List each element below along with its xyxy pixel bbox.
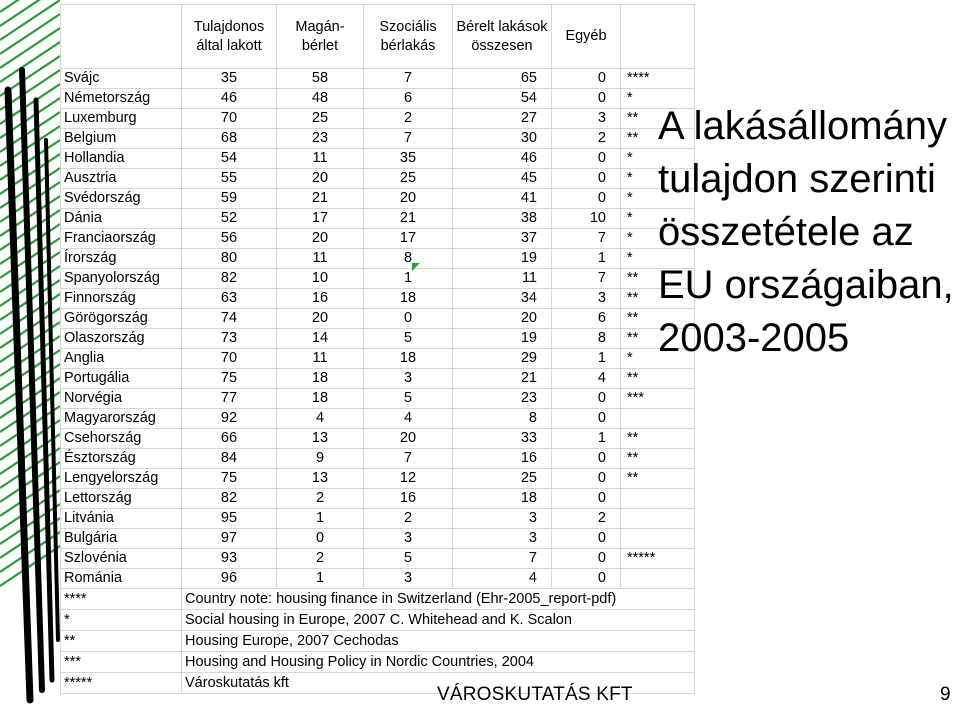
- country-cell: Norvégia: [61, 389, 182, 409]
- table-row: [61, 549, 695, 569]
- table-row: [61, 129, 695, 149]
- value-cell: 2: [277, 549, 364, 569]
- value-cell: 14: [277, 329, 364, 349]
- country-cell: Finnország: [61, 289, 182, 309]
- source-note-text: Housing Europe, 2007 Cechodas: [182, 631, 695, 652]
- value-cell: 25: [453, 469, 552, 489]
- source-mark: ****: [61, 589, 182, 610]
- column-header: Bérelt lakások összesen: [453, 5, 552, 69]
- value-cell: 8: [453, 409, 552, 429]
- table-row: [61, 249, 695, 269]
- source-mark-cell: *: [621, 349, 695, 369]
- value-cell: 33: [453, 429, 552, 449]
- value-cell: 30: [453, 129, 552, 149]
- value-cell: 5: [364, 329, 453, 349]
- table-row: [61, 349, 695, 369]
- column-header: Szociális bérlakás: [364, 5, 453, 69]
- value-cell: 7: [364, 129, 453, 149]
- value-cell: 35: [182, 69, 277, 89]
- value-cell: 0: [552, 389, 621, 409]
- value-cell: 5: [364, 389, 453, 409]
- value-cell: 0: [552, 149, 621, 169]
- value-cell: 11: [277, 349, 364, 369]
- country-cell: Lengyelország: [61, 469, 182, 489]
- value-cell: 20: [453, 309, 552, 329]
- value-cell: 56: [182, 229, 277, 249]
- value-cell: 16: [277, 289, 364, 309]
- country-cell: Bulgária: [61, 529, 182, 549]
- value-cell: 25: [364, 169, 453, 189]
- source-mark-cell: **: [621, 309, 695, 329]
- value-cell: 96: [182, 569, 277, 589]
- value-cell: 34: [453, 289, 552, 309]
- value-cell: 55: [182, 169, 277, 189]
- value-cell: 93: [182, 549, 277, 569]
- value-cell: 2: [364, 109, 453, 129]
- source-mark-cell: ****: [621, 69, 695, 89]
- source-mark-cell: **: [621, 269, 695, 289]
- value-cell: 3: [453, 529, 552, 549]
- value-cell: 74: [182, 309, 277, 329]
- value-cell: 35: [364, 149, 453, 169]
- cell-comment-marker: [412, 263, 420, 271]
- value-cell: 2: [277, 489, 364, 509]
- footer-org-name: VÁROSKUTATÁS KFT: [437, 684, 633, 705]
- source-mark-cell: [621, 509, 695, 529]
- value-cell: 0: [552, 89, 621, 109]
- value-cell: 20: [364, 189, 453, 209]
- source-mark: *: [61, 610, 182, 631]
- value-cell: 0: [552, 529, 621, 549]
- value-cell: 0: [552, 409, 621, 429]
- source-mark-cell: *: [621, 209, 695, 229]
- country-cell: Görögország: [61, 309, 182, 329]
- value-cell: 68: [182, 129, 277, 149]
- source-mark: *****: [61, 673, 182, 694]
- value-cell: 59: [182, 189, 277, 209]
- value-cell: 27: [453, 109, 552, 129]
- value-cell: 0: [277, 529, 364, 549]
- source-mark-cell: [621, 489, 695, 509]
- value-cell: 3: [453, 509, 552, 529]
- source-mark-cell: *: [621, 229, 695, 249]
- source-mark-cell: **: [621, 129, 695, 149]
- value-cell: 45: [453, 169, 552, 189]
- table-row: [61, 69, 695, 89]
- source-mark-cell: *: [621, 189, 695, 209]
- value-cell: 7: [364, 449, 453, 469]
- value-cell: 11: [277, 149, 364, 169]
- value-cell: 46: [182, 89, 277, 109]
- country-cell: Spanyolország: [61, 269, 182, 289]
- value-cell: 20: [277, 229, 364, 249]
- table-row: [61, 229, 695, 249]
- value-cell: 10: [277, 269, 364, 289]
- value-cell: 66: [182, 429, 277, 449]
- value-cell: 65: [453, 69, 552, 89]
- table-row: [61, 189, 695, 209]
- value-cell: 25: [277, 109, 364, 129]
- source-mark-cell: **: [621, 469, 695, 489]
- table-row: [61, 489, 695, 509]
- source-note-row: [61, 589, 695, 610]
- value-cell: 10: [552, 209, 621, 229]
- value-cell: 18: [277, 389, 364, 409]
- table-row: [61, 369, 695, 389]
- value-cell: 8: [552, 329, 621, 349]
- value-cell: 1: [552, 429, 621, 449]
- value-cell: 46: [453, 149, 552, 169]
- value-cell: 21: [453, 369, 552, 389]
- column-header: [61, 5, 182, 69]
- value-cell: 82: [182, 269, 277, 289]
- value-cell: 0: [552, 189, 621, 209]
- country-cell: Anglia: [61, 349, 182, 369]
- value-cell: 18: [364, 349, 453, 369]
- value-cell: 19: [453, 329, 552, 349]
- value-cell: 23: [453, 389, 552, 409]
- value-cell: 73: [182, 329, 277, 349]
- source-mark-cell: [621, 529, 695, 549]
- source-mark: **: [61, 631, 182, 652]
- value-cell: 1: [277, 509, 364, 529]
- source-note-row: [61, 610, 695, 631]
- value-cell: 70: [182, 109, 277, 129]
- value-cell: 18: [364, 289, 453, 309]
- value-cell: 6: [364, 89, 453, 109]
- source-mark-cell: **: [621, 369, 695, 389]
- value-cell: 97: [182, 529, 277, 549]
- value-cell: 17: [364, 229, 453, 249]
- country-cell: Dánia: [61, 209, 182, 229]
- value-cell: 3: [364, 529, 453, 549]
- value-cell: 7: [552, 229, 621, 249]
- value-cell: 11: [277, 249, 364, 269]
- source-note-text: Városkutatás kft: [182, 673, 695, 694]
- source-mark-cell: **: [621, 109, 695, 129]
- value-cell: 77: [182, 389, 277, 409]
- value-cell: 1: [364, 269, 453, 289]
- value-cell: 2: [364, 509, 453, 529]
- source-note-text: Housing and Housing Policy in Nordic Countries, 2004: [182, 652, 695, 673]
- value-cell: 95: [182, 509, 277, 529]
- table-row: [61, 109, 695, 129]
- value-cell: 41: [453, 189, 552, 209]
- table-row: [61, 309, 695, 329]
- decorative-stripes: [0, 0, 60, 718]
- column-header: Magán-bérlet: [277, 5, 364, 69]
- table-row: [61, 289, 695, 309]
- value-cell: 54: [182, 149, 277, 169]
- value-cell: 0: [364, 309, 453, 329]
- source-mark-cell: [621, 569, 695, 589]
- source-mark-cell: *****: [621, 549, 695, 569]
- value-cell: 63: [182, 289, 277, 309]
- value-cell: 80: [182, 249, 277, 269]
- value-cell: 37: [453, 229, 552, 249]
- source-mark-cell: **: [621, 329, 695, 349]
- value-cell: 9: [277, 449, 364, 469]
- value-cell: 7: [552, 269, 621, 289]
- table-header-row: [61, 5, 695, 69]
- table-row: [61, 469, 695, 489]
- country-cell: Litvánia: [61, 509, 182, 529]
- source-mark-cell: *: [621, 149, 695, 169]
- source-note-text: Social housing in Europe, 2007 C. Whitehead and K. Scalon: [182, 610, 695, 631]
- value-cell: 4: [453, 569, 552, 589]
- value-cell: 5: [364, 549, 453, 569]
- country-cell: Svájc: [61, 69, 182, 89]
- value-cell: 75: [182, 469, 277, 489]
- value-cell: 75: [182, 369, 277, 389]
- source-mark-cell: ***: [621, 389, 695, 409]
- value-cell: 2: [552, 509, 621, 529]
- table-row: [61, 509, 695, 529]
- value-cell: 0: [552, 449, 621, 469]
- country-cell: Svédország: [61, 189, 182, 209]
- value-cell: 1: [552, 249, 621, 269]
- source-note-text: Country note: housing finance in Switzerland (Ehr-2005_report-pdf): [182, 589, 695, 610]
- country-cell: Észtország: [61, 449, 182, 469]
- value-cell: 3: [364, 569, 453, 589]
- table-row: [61, 389, 695, 409]
- source-mark: ***: [61, 652, 182, 673]
- source-note-row: [61, 652, 695, 673]
- source-mark-cell: **: [621, 429, 695, 449]
- value-cell: 7: [364, 69, 453, 89]
- column-header: Tulajdonos által lakott: [182, 5, 277, 69]
- source-note-row: [61, 631, 695, 652]
- value-cell: 84: [182, 449, 277, 469]
- value-cell: 21: [364, 209, 453, 229]
- value-cell: 4: [277, 409, 364, 429]
- green-stripe: [0, 0, 60, 26]
- country-cell: Belgium: [61, 129, 182, 149]
- table-row: [61, 149, 695, 169]
- value-cell: 8: [364, 249, 453, 269]
- housing-stock-table: [60, 4, 695, 694]
- source-mark-cell: *: [621, 249, 695, 269]
- table-row: [61, 169, 695, 189]
- slide-title: A lakásállomány tulajdon szerinti összetétele az EU országaiban, 2003-2005: [658, 104, 954, 360]
- value-cell: 92: [182, 409, 277, 429]
- value-cell: 17: [277, 209, 364, 229]
- country-cell: Románia: [61, 569, 182, 589]
- value-cell: 29: [453, 349, 552, 369]
- value-cell: 11: [453, 269, 552, 289]
- value-cell: 82: [182, 489, 277, 509]
- value-cell: 16: [453, 449, 552, 469]
- value-cell: 21: [277, 189, 364, 209]
- value-cell: 19: [453, 249, 552, 269]
- source-mark-cell: *: [621, 89, 695, 109]
- value-cell: 6: [552, 309, 621, 329]
- value-cell: 0: [552, 469, 621, 489]
- source-mark-cell: **: [621, 289, 695, 309]
- value-cell: 0: [552, 69, 621, 89]
- table-row: [61, 269, 695, 289]
- source-mark-cell: *: [621, 169, 695, 189]
- value-cell: 16: [364, 489, 453, 509]
- country-cell: Szlovénia: [61, 549, 182, 569]
- country-cell: Csehország: [61, 429, 182, 449]
- table-row: [61, 209, 695, 229]
- column-header: Egyéb: [552, 5, 621, 69]
- value-cell: 4: [552, 369, 621, 389]
- value-cell: 2: [552, 129, 621, 149]
- table-row: [61, 409, 695, 429]
- value-cell: 20: [364, 429, 453, 449]
- value-cell: 13: [277, 429, 364, 449]
- value-cell: 0: [552, 489, 621, 509]
- value-cell: 12: [364, 469, 453, 489]
- table-row: [61, 569, 695, 589]
- value-cell: 52: [182, 209, 277, 229]
- value-cell: 3: [364, 369, 453, 389]
- value-cell: 0: [552, 569, 621, 589]
- value-cell: 20: [277, 309, 364, 329]
- country-cell: Luxemburg: [61, 109, 182, 129]
- country-cell: Németország: [61, 89, 182, 109]
- value-cell: 4: [364, 409, 453, 429]
- source-mark-cell: [621, 409, 695, 429]
- country-cell: Olaszország: [61, 329, 182, 349]
- country-cell: Franciaország: [61, 229, 182, 249]
- country-cell: Ausztria: [61, 169, 182, 189]
- country-cell: Portugália: [61, 369, 182, 389]
- value-cell: 3: [552, 289, 621, 309]
- value-cell: 18: [453, 489, 552, 509]
- value-cell: 18: [277, 369, 364, 389]
- country-cell: Magyarország: [61, 409, 182, 429]
- value-cell: 38: [453, 209, 552, 229]
- table-row: [61, 429, 695, 449]
- value-cell: 70: [182, 349, 277, 369]
- value-cell: 1: [277, 569, 364, 589]
- value-cell: 7: [453, 549, 552, 569]
- value-cell: 23: [277, 129, 364, 149]
- value-cell: 1: [552, 349, 621, 369]
- country-cell: Hollandia: [61, 149, 182, 169]
- column-header: [621, 5, 695, 69]
- page-number: 9: [940, 684, 951, 705]
- value-cell: 13: [277, 469, 364, 489]
- table-row: [61, 449, 695, 469]
- value-cell: 54: [453, 89, 552, 109]
- value-cell: 48: [277, 89, 364, 109]
- value-cell: 20: [277, 169, 364, 189]
- value-cell: 3: [552, 109, 621, 129]
- value-cell: 58: [277, 69, 364, 89]
- source-mark-cell: **: [621, 449, 695, 469]
- value-cell: 0: [552, 549, 621, 569]
- table-row: [61, 529, 695, 549]
- table-row: [61, 329, 695, 349]
- country-cell: Írország: [61, 249, 182, 269]
- table-row: [61, 89, 695, 109]
- country-cell: Lettország: [61, 489, 182, 509]
- value-cell: 0: [552, 169, 621, 189]
